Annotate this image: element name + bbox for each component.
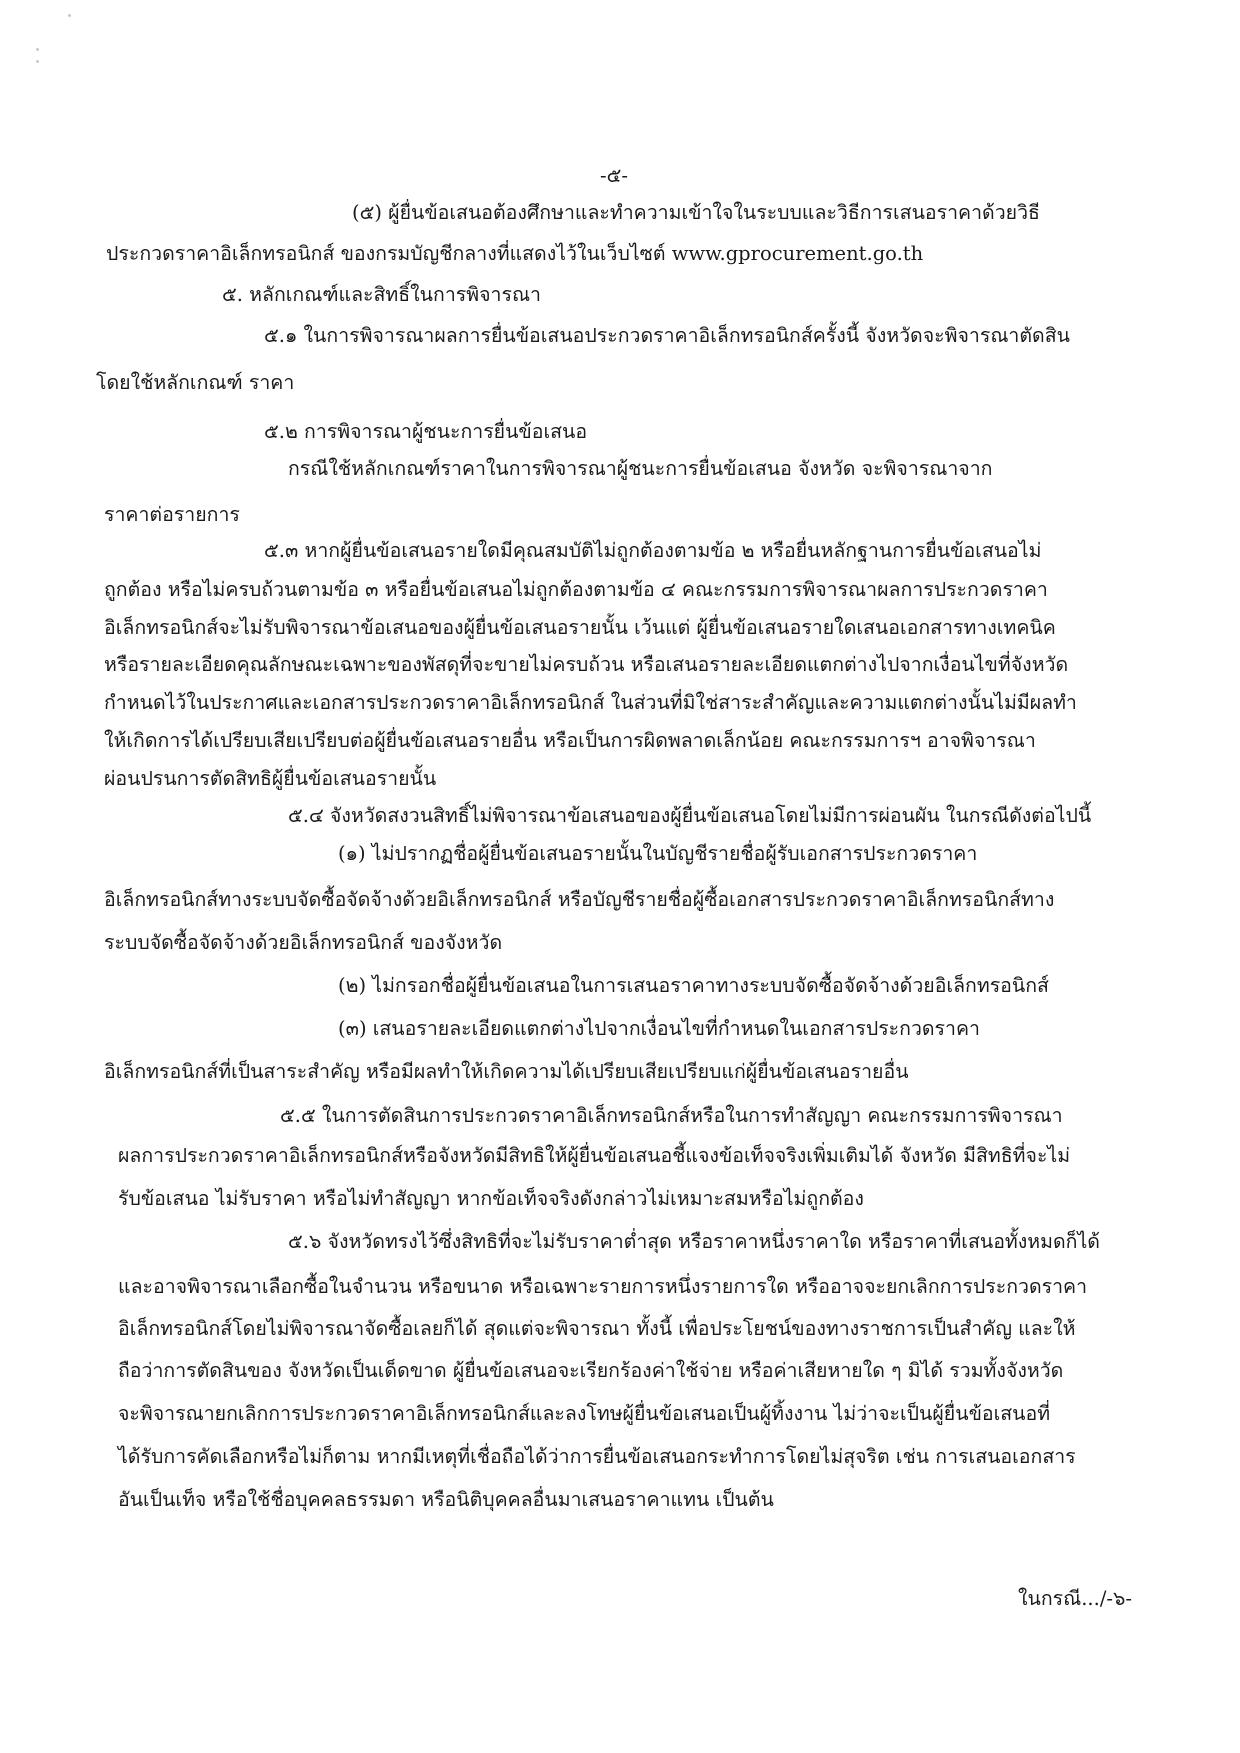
page-number: -๕-: [600, 164, 628, 187]
text-line: ให้เกิดการได้เปรียบเสียเปรียบต่อผู้ยื่นข้อเสนอรายอื่น หรือเป็นการผิดพลาดเล็กน้อย คณะกรรมการฯ อาจพิจารณา: [104, 729, 1036, 752]
text-line: ประกวดราคาอิเล็กทรอนิกส์ ของกรมบัญชีกลางที่แสดงไว้ในเว็บไซต์ www.gprocurement.go.th: [106, 242, 924, 265]
text-line: รับข้อเสนอ ไม่รับราคา หรือไม่ทำสัญญา หากข้อเท็จจริงดังกล่าวไม่เหมาะสมหรือไม่ถูกต้อง: [118, 1187, 864, 1210]
text-line: ๕.๑ ในการพิจารณาผลการยื่นข้อเสนอประกวดราคาอิเล็กทรอนิกส์ครั้งนี้ จังหวัดจะพิจารณาตัดสิน: [264, 324, 1070, 347]
text-line: อิเล็กทรอนิกส์ที่เป็นสาระสำคัญ หรือมีผลทำให้เกิดความได้เปรียบเสียเปรียบแก่ผู้ยื่นข้อเสนอรายอื่น: [104, 1060, 909, 1083]
text-line: ๕.๔ จังหวัดสงวนสิทธิ์ไม่พิจารณาข้อเสนอของผู้ยื่นข้อเสนอโดยไม่มีการผ่อนผัน ในกรณีดังต่อไปนี้: [288, 804, 1092, 827]
text-line: อิเล็กทรอนิกส์โดยไม่พิจารณาจัดซื้อเลยก็ได้ สุดแต่จะพิจารณา ทั้งนี้ เพื่อประโยชน์ของทางราชการเป็นสำคัญ และให้: [118, 1317, 1076, 1340]
text-line: ระบบจัดซื้อจัดจ้างด้วยอิเล็กทรอนิกส์ ของจังหวัด: [104, 931, 503, 954]
text-line: อิเล็กทรอนิกส์จะไม่รับพิจารณาข้อเสนอของผู้ยื่นข้อเสนอรายนั้น เว้นแต่ ผู้ยื่นข้อเสนอรายใดเสนอเอกสารทางเทคนิค: [104, 616, 1056, 639]
text-line: (๑) ไม่ปรากฏชื่อผู้ยื่นข้อเสนอรายนั้นในบัญชีรายชื่อผู้รับเอกสารประกวดราคา: [338, 842, 978, 865]
continuation-footer: ในกรณี.../-๖-: [1018, 1587, 1132, 1610]
text-line: จะพิจารณายกเลิกการประกวดราคาอิเล็กทรอนิกส์และลงโทษผู้ยื่นข้อเสนอเป็นผู้ทิ้งงาน ไม่ว่าจะเป็นผู้ยื่นข้อเสนอที่: [118, 1402, 1051, 1425]
text-line: ๕.๕ ในการตัดสินการประกวดราคาอิเล็กทรอนิกส์หรือในการทำสัญญา คณะกรรมการพิจารณา: [280, 1104, 1063, 1127]
text-line: ถูกต้อง หรือไม่ครบถ้วนตามข้อ ๓ หรือยื่นข้อเสนอไม่ถูกต้องตามข้อ ๔ คณะกรรมการพิจารณาผลการประกวดราคา: [104, 578, 1048, 601]
text-line: และอาจพิจารณาเลือกซื้อในจำนวน หรือขนาด หรือเฉพาะรายการหนึ่งรายการใด หรืออาจจะยกเลิกการประกวดราคา: [118, 1275, 1088, 1298]
text-line: ๕.๓ หากผู้ยื่นข้อเสนอรายใดมีคุณสมบัติไม่ถูกต้องตามข้อ ๒ หรือยื่นหลักฐานการยื่นข้อเสนอไม่: [264, 539, 1042, 562]
text-line: ได้รับการคัดเลือกหรือไม่ก็ตาม หากมีเหตุที่เชื่อถือได้ว่าการยื่นข้อเสนอกระทำการโดยไม่สุจริต เช่น การเสนอเอกสาร: [118, 1445, 1076, 1468]
text-line: อันเป็นเท็จ หรือใช้ชื่อบุคคลธรรมดา หรือนิติบุคคลอื่นมาเสนอราคาแทน เป็นต้น: [118, 1488, 774, 1511]
text-line: ๕.๒ การพิจารณาผู้ชนะการยื่นข้อเสนอ: [264, 420, 588, 443]
text-line: อิเล็กทรอนิกส์ทางระบบจัดซื้อจัดจ้างด้วยอิเล็กทรอนิกส์ หรือบัญชีรายชื่อผู้ซื้อเอกสารประกวดราคาอิเล็กทรอนิกส์ทาง: [104, 888, 1055, 911]
text-line: ราคาต่อรายการ: [104, 503, 240, 526]
text-line: ผลการประกวดราคาอิเล็กทรอนิกส์หรือจังหวัดมีสิทธิให้ผู้ยื่นข้อเสนอชี้แจงข้อเท็จจริงเพิ่มเติมได้ จังหวัด มีสิทธิที่จะไม่: [118, 1144, 1071, 1167]
text-line: กรณีใช้หลักเกณฑ์ราคาในการพิจารณาผู้ชนะการยื่นข้อเสนอ จังหวัด จะพิจารณาจาก: [288, 457, 993, 480]
text-line: ผ่อนปรนการตัดสิทธิผู้ยื่นข้อเสนอรายนั้น: [104, 767, 437, 790]
text-line: ๕.๖ จังหวัดทรงไว้ซึ่งสิทธิที่จะไม่รับราคาต่ำสุด หรือราคาหนึ่งราคาใด หรือราคาที่เสนอทั้งหมดก็ได้: [288, 1230, 1100, 1253]
text-line: กำหนดไว้ในประกาศและเอกสารประกวดราคาอิเล็กทรอนิกส์ ในส่วนที่มิใช่สาระสำคัญและความแตกต่างนั้นไม่มีผลทำ: [104, 691, 1077, 714]
text-line: ถือว่าการตัดสินของ จังหวัดเป็นเด็ดขาด ผู้ยื่นข้อเสนอจะเรียกร้องค่าใช้จ่าย หรือค่าเสียหายใด ๆ มิได้ รวมทั้งจังหวัด: [118, 1359, 1064, 1382]
text-line: โดยใช้หลักเกณฑ์ ราคา: [96, 371, 295, 394]
text-line: (๓) เสนอรายละเอียดแตกต่างไปจากเงื่อนไขที่กำหนดในเอกสารประกวดราคา: [338, 1017, 980, 1040]
text-line: หรือรายละเอียดคุณลักษณะเฉพาะของพัสดุที่จะขายไม่ครบถ้วน หรือเสนอรายละเอียดแตกต่างไปจากเงื่อนไขที่จังหวัด: [104, 653, 1069, 676]
text-line: (๕) ผู้ยื่นข้อเสนอต้องศึกษาและทำความเข้าใจในระบบและวิธีการเสนอราคาด้วยวิธี: [352, 201, 1040, 224]
section-heading: ๕. หลักเกณฑ์และสิทธิ์ในการพิจารณา: [222, 283, 541, 306]
text-line: (๒) ไม่กรอกชื่อผู้ยื่นข้อเสนอในการเสนอราคาทางระบบจัดซื้อจัดจ้างด้วยอิเล็กทรอนิกส์: [338, 974, 1049, 997]
